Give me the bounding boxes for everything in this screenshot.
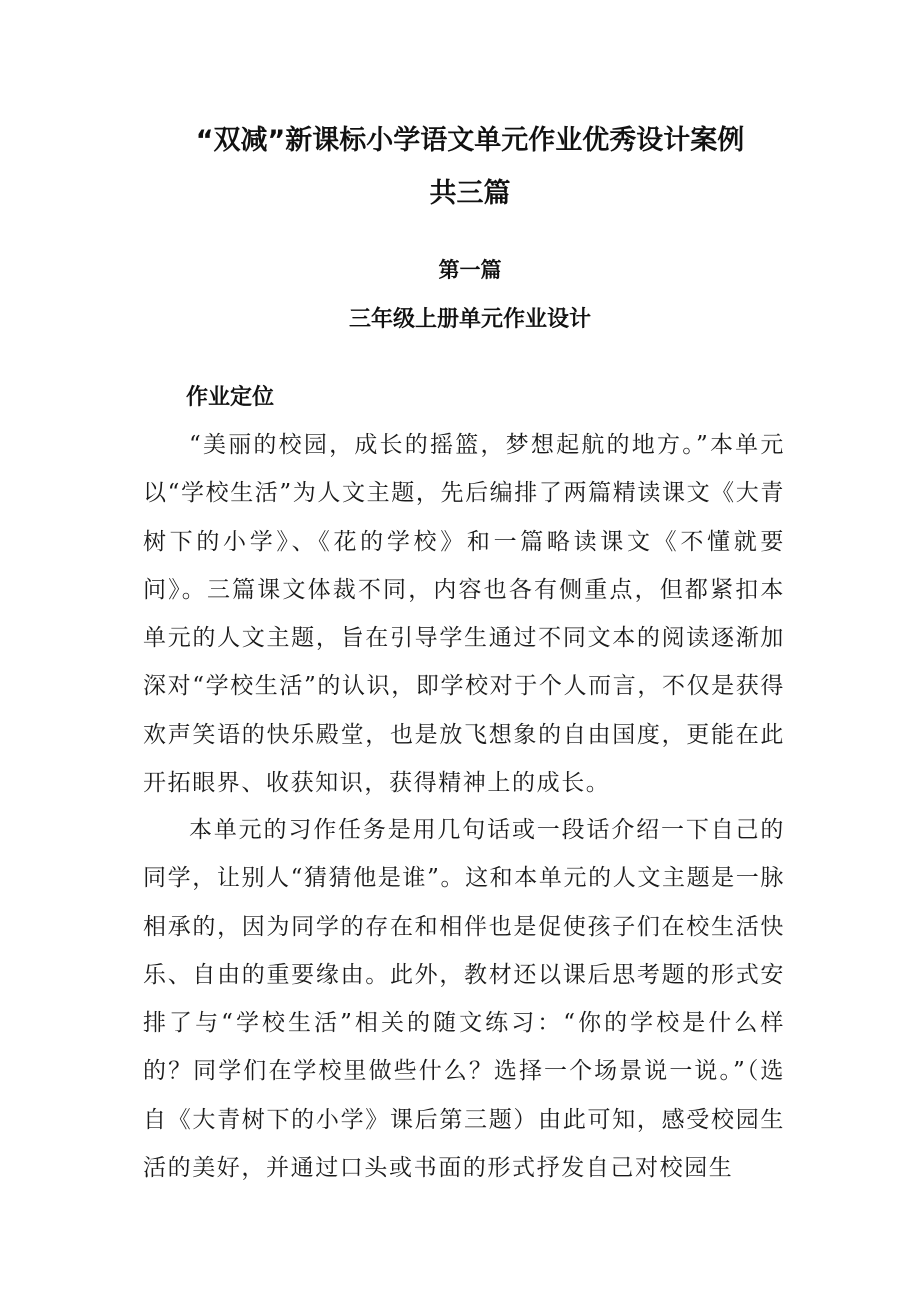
body-paragraph: “美丽的校园，成长的摇篮，梦想起航的地方。”本单元以“学校生活”为人文主题，先后编排了两篇精读课文《大青树下的小学》、《花的学校》和一篇略读课文《不懂就要问》。三篇课文体裁不同，内容也各有侧重点，但都紧扣本单元的人文主题，旨在引导学生通过不同文本的阅读逐渐加深对“学校生活”的认识，即学校对于个人而言，不仅是获得欢声笑语的快乐殿堂，也是放飞想象的自由国度，更能在此开拓眼界、收获知识，获得精神上的成长。 (143, 432, 785, 797)
body-paragraph: 本单元的习作任务是用几句话或一段话介绍一下自己的同学，让别人“猜猜他是谁”。这和本单元的人文主题是一脉相承的，因为同学的存在和相伴也是促使孩子们在校生活快乐、自由的重要缘由。此外，教材还以课后思考题的形式安排了与“学校生活”相关的随文练习：“你的学校是什么样的？同学们在学校里做些什么？选择一个场景说一说。”（选自《大青树下的小学》课后第三题）由此可知，感受校园生活的美好，并通过口头或书面的形式抒发自己对校园生 (143, 817, 785, 1182)
part-label: 第一篇 (438, 258, 502, 282)
document-title: “双减”新课标小学语文单元作业优秀设计案例 (195, 125, 745, 156)
part-title: 三年级上册单元作业设计 (348, 307, 591, 332)
section-heading: 作业定位 (186, 385, 275, 410)
document-subtitle: 共三篇 (429, 178, 511, 209)
